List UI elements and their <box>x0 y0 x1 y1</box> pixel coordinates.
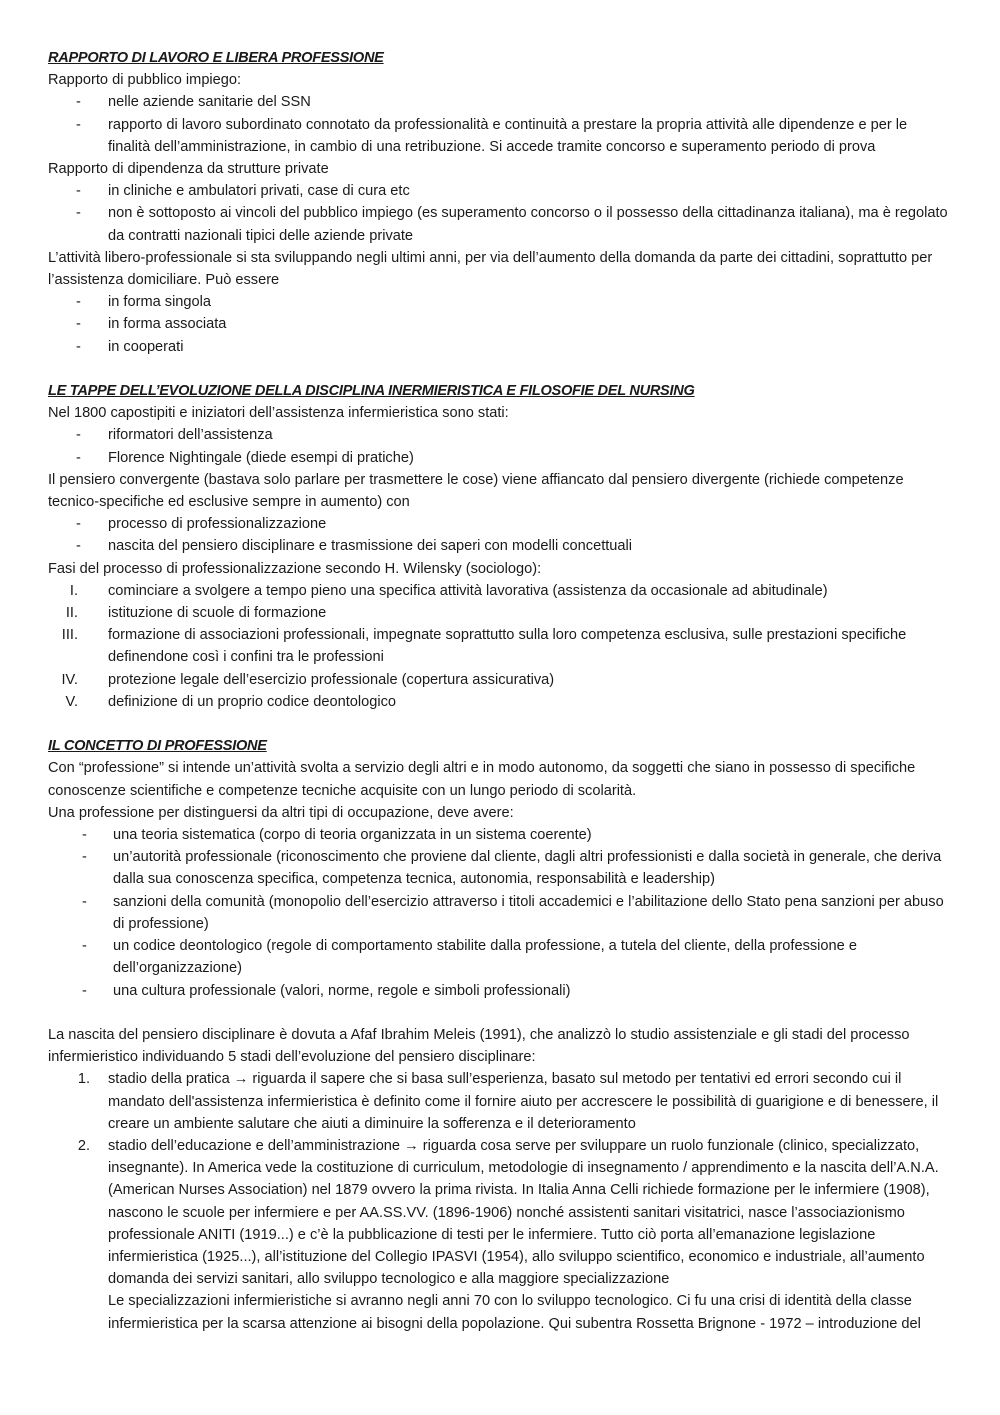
dash-bullet: - <box>82 827 87 844</box>
list-item: 1. stadio della pratica → riguarda il sapere che si basa sull’esperienza, basato sul metodo per tentativi ed errori secondo cui il mandato dell'assistenza infermieristica è definito come il fornire aiuto per accrescere le possibilità di guarigione e di benessere, il creare un ambiente salutare che aiuti a diminuire la sofferenza e il deterioramento <box>48 1068 953 1135</box>
roman-numeral: III. <box>61 627 78 644</box>
paragraph: Rapporto di pubblico impiego: <box>48 72 242 89</box>
dash-list <box>48 513 953 557</box>
dash-bullet: - <box>76 183 81 200</box>
list-item: - rapporto di lavoro subordinato connotato da professionalità e continuità a prestare la propria attività alle dipendenze e per le finalità dell’amministrazione, in cambio di una retribuzione. Si accede tramite concorso e superamento periodo di prova <box>48 114 953 158</box>
roman-numeral: II. <box>65 605 78 622</box>
paragraph: Rapporto di dipendenza da strutture private <box>48 161 329 178</box>
list-item: 2. stadio dell’educazione e dell’amministrazione → riguarda cosa serve per sviluppare un ruolo funzionale (clinico, specializzato, insegnante). In America vede la costituzione di curriculum, metodologie di insegnamento / apprendimento e la nascita dell’A.N.A. (American Nurses Association) nel 1879 ovvero la prima rivista. In Italia Anna Celli richiede formazione per le infermiere (1908), nascono le scuole per infermiere e per AA.SS.VV. (1896-1906) nonché assistenti sanitari visitatrici, nasce l’associazionismo professionale ANITI (1919...) e c’è la pubblicazione di testi per le infermiere. Tutto ciò porta all’emanazione legislazione infermieristica (1925...), all’istituzione del Collegio IPASVI (1954), allo sviluppo scientifico, economico e industriale, all’aumento domanda dei servizi sanitari, allo sviluppo tecnologico e alla maggiore specializzazione Le specializzazioni infermieristiche si avranno negli anni 70 con lo sviluppo tecnologico. Ci fu una crisi di identità della classe infermieristica per la scarsa attenzione ai bisogni della popolazione. Qui subentra Rossetta Brignone - 1972 – introduzione del <box>48 1135 953 1335</box>
paragraph: Fasi del processo di professionalizzazione secondo H. Wilensky (sociologo): <box>48 560 542 577</box>
dash-list <box>48 824 953 1002</box>
list-item: - nelle aziende sanitarie del SSN <box>48 91 953 113</box>
dash-bullet: - <box>76 516 81 533</box>
paragraph: Una professione per distinguersi da altri tipi di occupazione, deve avere: <box>48 804 514 821</box>
list-item: V. definizione di un proprio codice deontologico <box>48 691 953 713</box>
dash-bullet: - <box>76 94 81 111</box>
list-item: I. cominciare a svolgere a tempo pieno una specifica attività lavorativa (assistenza da occasionale ad abitudinale) <box>48 580 953 602</box>
document-page <box>48 47 953 1335</box>
section-heading-professione: IL CONCETTO DI PROFESSIONE <box>48 738 267 755</box>
spacer <box>48 1002 953 1024</box>
list-item: - Florence Nightingale (diede esempi di pratiche) <box>48 447 953 469</box>
dash-list <box>48 91 953 158</box>
section-heading-tappe: LE TAPPE DELL’EVOLUZIONE DELLA DISCIPLINA INERMIERISTICA E FILOSOFIE DEL NURSING <box>48 383 695 400</box>
section-heading-rapporto: RAPPORTO DI LAVORO E LIBERA PROFESSIONE <box>48 50 384 66</box>
dash-bullet: - <box>76 338 81 355</box>
list-item: III. formazione di associazioni professionali, impegnate soprattutto sulla loro competenza esclusiva, sulle prestazioni specifiche definendone così i confini tra le professioni <box>48 624 953 668</box>
list-item: - una cultura professionale (valori, norme, regole e simboli professionali) <box>48 980 953 1002</box>
numbered-list <box>48 1068 953 1334</box>
dash-list <box>48 424 953 468</box>
list-item: - in cliniche e ambulatori privati, case di cura etc <box>48 180 953 202</box>
list-item: II. istituzione di scuole di formazione <box>48 602 953 624</box>
roman-numeral: I. <box>69 582 78 599</box>
dash-bullet: - <box>76 116 81 133</box>
list-item: - riformatori dell’assistenza <box>48 424 953 446</box>
paragraph: Con “professione” si intende un’attività svolta a servizio degli altri e in modo autonomo, da soggetti che siano in possesso di specifiche conoscenze scientifiche e competenze tecniche acquisite con un lungo periodo di scolarità. <box>48 760 916 799</box>
paragraph: Il pensiero convergente (bastava solo parlare per trasmettere le cose) viene affiancato dal pensiero divergente (richiede competenze tecnico-specifiche ed esclusive sempre in aumento) con <box>48 471 904 511</box>
spacer <box>48 713 953 735</box>
list-item: - un codice deontologico (regole di comportamento stabilite dalla professione, a tutela del cliente, della professione e dell’organizzazione) <box>48 935 953 979</box>
dash-bullet: - <box>82 982 87 999</box>
list-item: - un’autorità professionale (riconoscimento che proviene dal cliente, dagli altri professionisti e dalla società in generale, che deriva dalla sua conoscenza specifica, competenza tecnica, autonomia, responsabilità e leadership) <box>48 846 953 890</box>
dash-list <box>48 180 953 247</box>
roman-list <box>48 580 953 713</box>
dash-bullet: - <box>82 893 87 910</box>
dash-bullet: - <box>76 294 81 311</box>
dash-bullet: - <box>76 427 81 444</box>
list-item: - in forma singola <box>48 291 953 313</box>
dash-bullet: - <box>76 205 81 222</box>
dash-bullet: - <box>82 938 87 955</box>
spacer <box>48 358 953 380</box>
dash-bullet: - <box>82 849 87 866</box>
list-item: - non è sottoposto ai vincoli del pubblico impiego (es superamento concorso o il possesso della cittadinanza italiana), ma è regolato da contratti nazionali tipici delle aziende private <box>48 202 953 246</box>
list-item: - in cooperati <box>48 336 953 358</box>
dash-bullet: - <box>76 449 81 466</box>
paragraph: Nel 1800 capostipiti e iniziatori dell’assistenza infermieristica sono stati: <box>48 405 509 422</box>
list-item: - nascita del pensiero disciplinare e trasmissione dei saperi con modelli concettuali <box>48 535 953 557</box>
paragraph: L’attività libero-professionale si sta sviluppando negli ultimi anni, per via dell’aumento della domanda da parte dei cittadini, soprattutto per l’assistenza domiciliare. Può essere <box>48 249 933 289</box>
continuation-paragraph: Le specializzazioni infermieristiche si avranno negli anni 70 con lo sviluppo tecnologico. Ci fu una crisi di identità della classe infermieristica per la scarsa attenzione ai bisogni della popolazione. Qui subentra Rossetta Brignone - 1972 – introduzione del <box>108 1293 921 1332</box>
roman-numeral: IV. <box>61 671 78 688</box>
paragraph: La nascita del pensiero disciplinare è dovuta a Afaf Ibrahim Meleis (1991), che analizzò lo studio assistenziale e gli stadi del processo infermieristico individuando 5 stadi dell’evoluzione del pensiero disciplinare: <box>48 1026 910 1066</box>
list-number: 1. <box>77 1071 90 1088</box>
roman-numeral: V. <box>65 693 78 710</box>
list-item: IV. protezione legale dell’esercizio professionale (copertura assicurativa) <box>48 669 953 691</box>
dash-list <box>48 291 953 358</box>
list-item: - una teoria sistematica (corpo di teoria organizzata in un sistema coerente) <box>48 824 953 846</box>
list-item: - processo di professionalizzazione <box>48 513 953 535</box>
list-item: - sanzioni della comunità (monopolio dell’esercizio attraverso i titoli accademici e l’abilitazione dello Stato pena sanzioni per abuso di professione) <box>48 891 953 935</box>
list-number: 2. <box>77 1137 90 1154</box>
dash-bullet: - <box>76 538 81 555</box>
dash-bullet: - <box>76 316 81 333</box>
list-item: - in forma associata <box>48 313 953 335</box>
